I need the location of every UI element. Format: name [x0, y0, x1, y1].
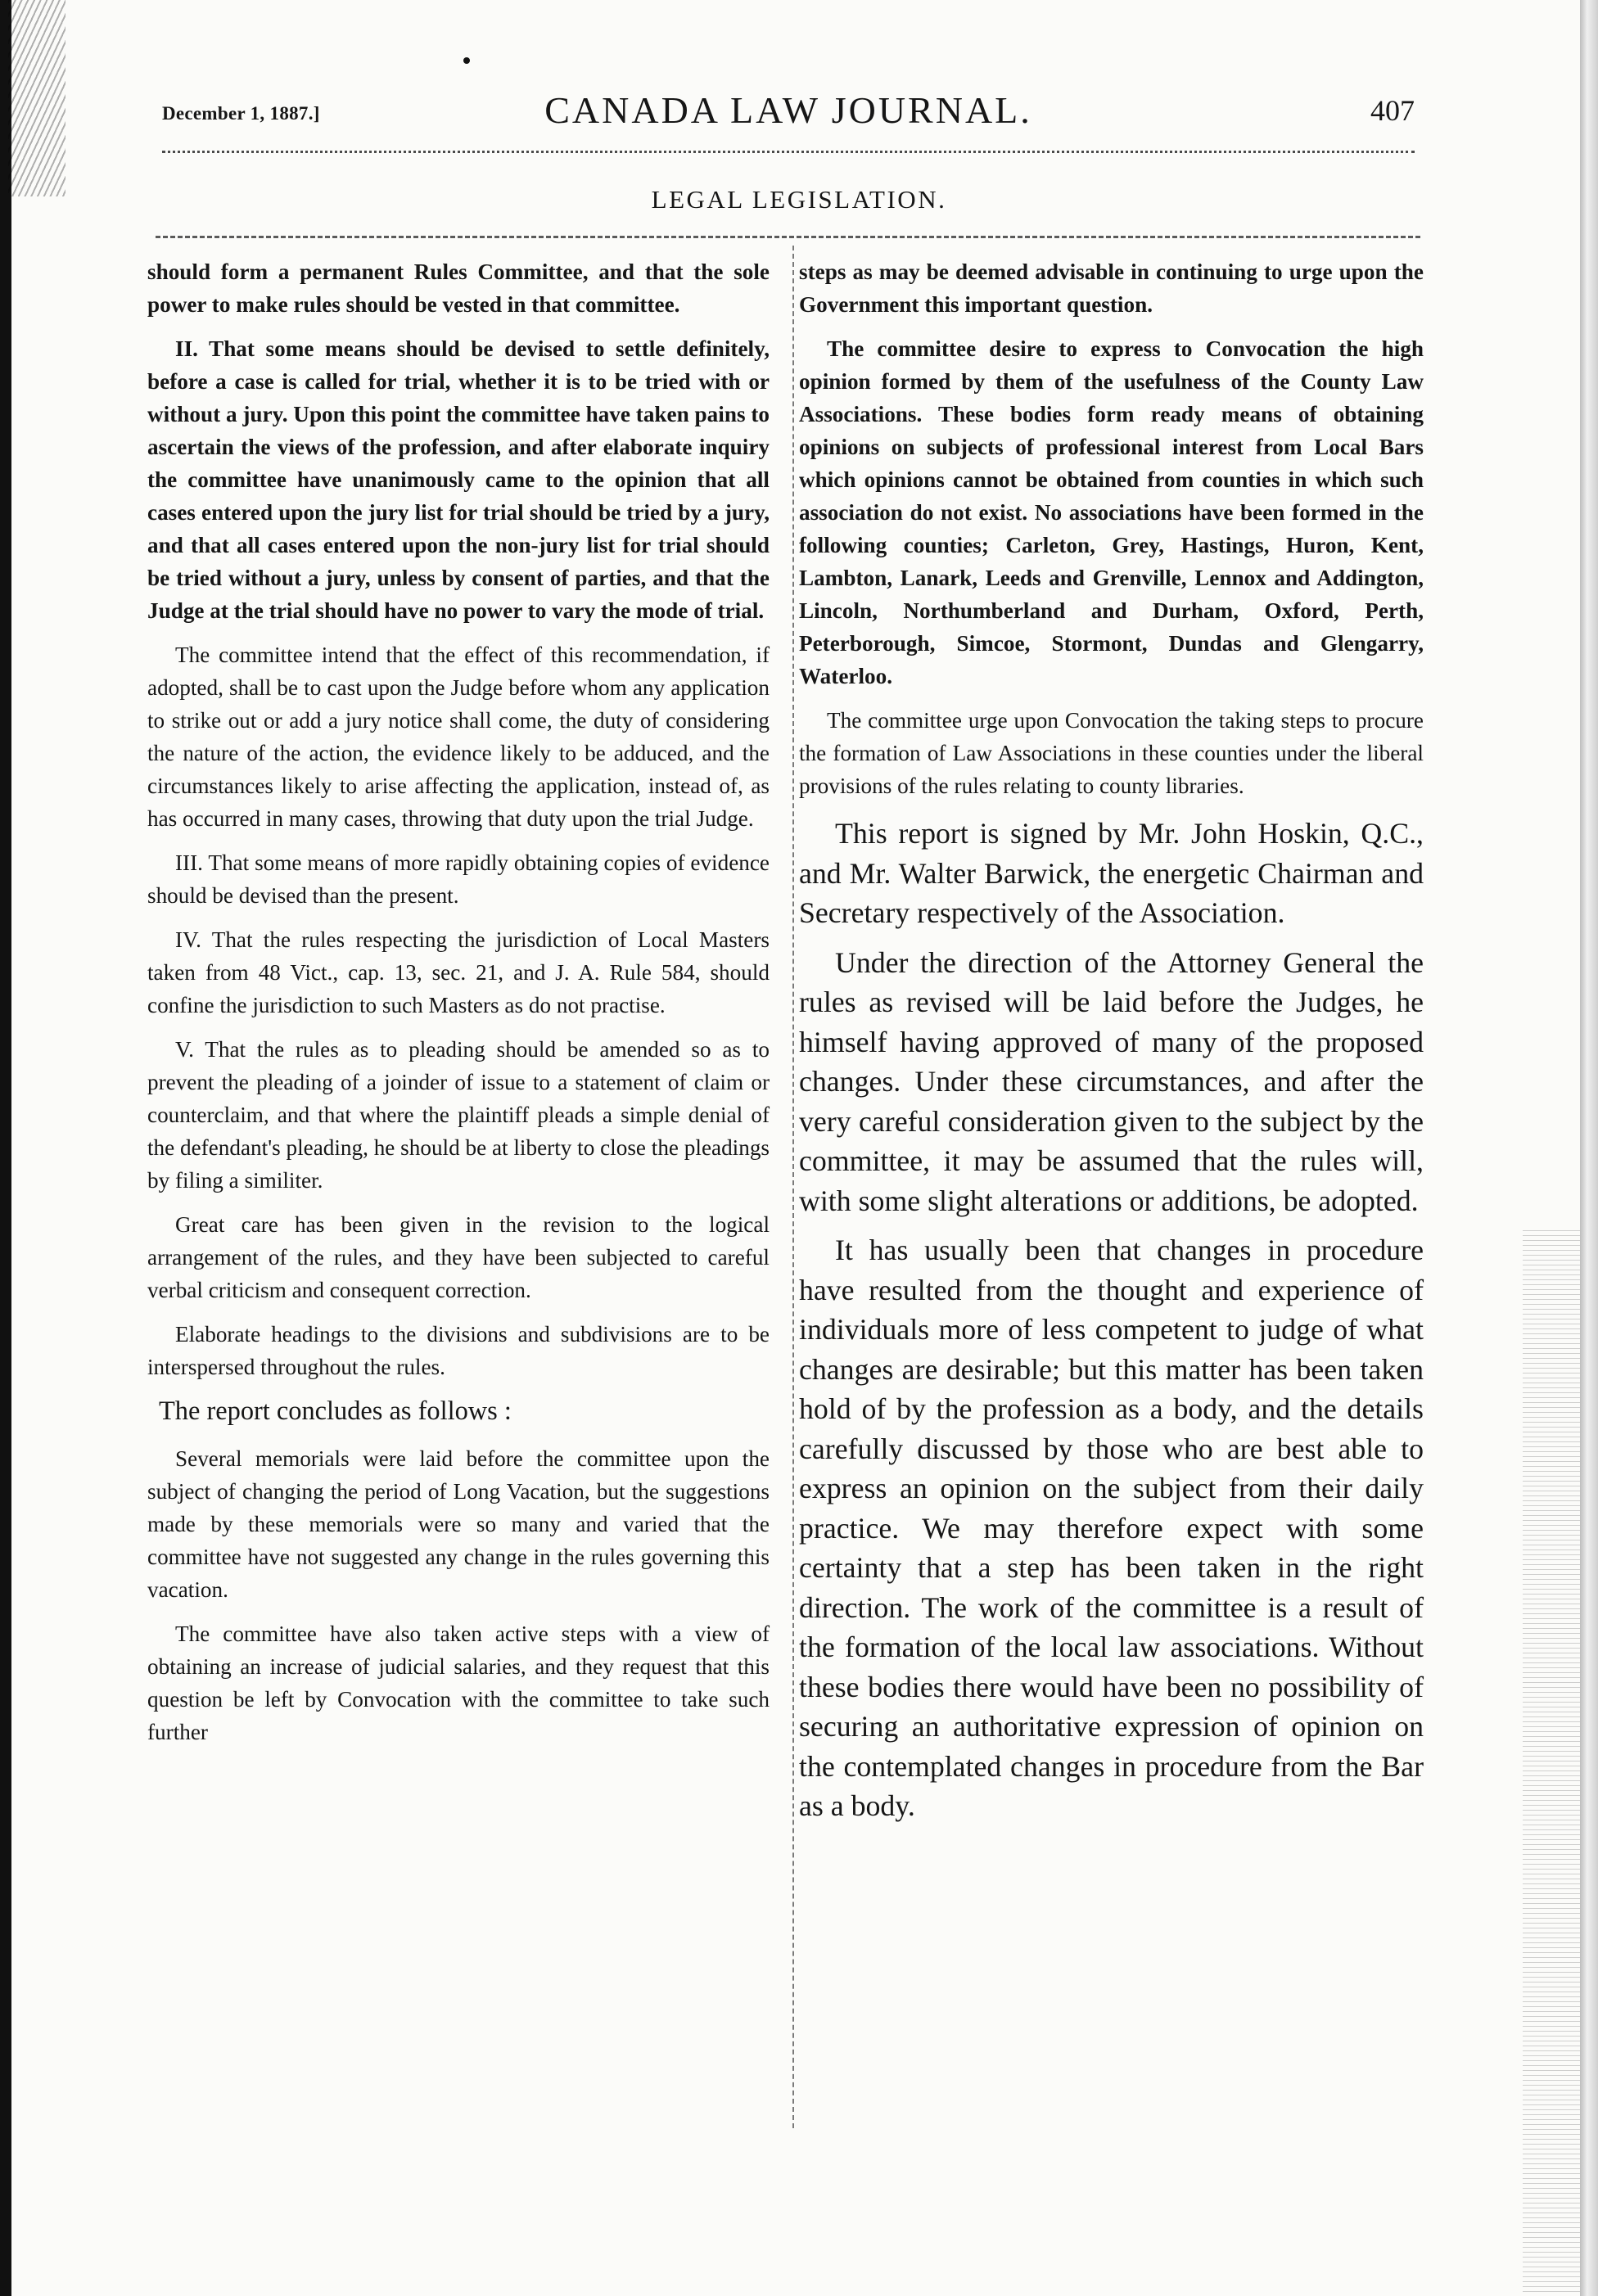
journal-title: CANADA LAW JOURNAL. [544, 89, 1032, 131]
subheading: The report concludes as follows : [159, 1396, 512, 1426]
paragraph: Elaborate headings to the divisions and subdivisions are to be interspersed throughout the rules. [147, 1322, 770, 1379]
paragraph: The committee have also taken active steps with a view of obtaining an increase of judicial salaries, and they request that this question be left by Convocation with the committee to take such further [147, 1622, 770, 1744]
left-column [147, 255, 770, 1760]
paragraph: III. That some means of more rapidly obtaining copies of evidence should be devised than the present. [147, 850, 770, 908]
running-header [162, 88, 1415, 146]
paragraph: IV. That the rules respecting the jurisdiction of Local Masters taken from 48 Vict., cap. 13, sec. 21, and J. A. Rule 584, should confine the jurisdiction to such Masters as do not practise. [147, 927, 770, 1017]
section-heading [0, 185, 1598, 214]
paragraph: The committee desire to express to Convocation the high opinion formed by them of the usefulness of the County Law Associations. These bodies form ready means of obtaining opinions on subjects of professional interest from Local Bars which opinions cannot be obtained from counties in which such association do not exist. No associations have been formed in the following counties; Carleton, Grey, Hastings, Huron, Kent, Lambton, Lanark, Leeds and Grenville, Lennox and Addington, Lincoln, Northumberland and Durham, Oxford, Perth, Peterborough, Simcoe, Stormont, Dundas and Glengarry, Waterloo. [799, 336, 1424, 688]
paragraph: V. That the rules as to pleading should be amended so as to prevent the pleading of a joinder of issue to a statement of claim or counterclaim, and that where the plaintiff pleads a simple denial of the defendant's pleading, he should be at liberty to close the pleadings by filing a similiter. [147, 1037, 770, 1193]
paragraph: Under the direction of the Attorney General the rules as revised will be laid before the Judges, he himself having approved of many of the proposed changes. Under these circumstances, and after the very careful consideration given to the subject by the committee, it may be assumed that the rules will, with some slight alterations or additions, be adopted. [799, 945, 1424, 1217]
section-heading-text: LEGAL LEGISLATION. [651, 185, 947, 214]
paragraph: Great care has been given in the revision to the logical arrangement of the rules, and they have been subjected to careful verbal criticism and consequent correction. [147, 1212, 770, 1302]
ink-speck [463, 57, 470, 64]
paragraph: The committee urge upon Convocation the taking steps to procure the formation of Law Associations in these counties under the liberal provisions of the rules relating to county libraries. [799, 708, 1424, 798]
header-date: December 1, 1887.] [162, 103, 320, 124]
scan-noise-right [1523, 1228, 1580, 2292]
paragraph: It has usually been that changes in procedure have resulted from the thought and experience of individuals more of less competent to judge of what changes are desirable; but this matter has been taken hold of by the profession as a body, and the details carefully discussed by those who are best able to express an opinion on the subject from their daily practice. We may therefore expect with some certainty that a step has been taken in the right direction. The work of the committee is a result of the formation of the local law associations. Without these bodies there would have been no possibility of securing an authoritative expression of opinion on the contemplated changes in procedure from the Bar as a body. [799, 1234, 1424, 1822]
scan-right-edge [1580, 0, 1598, 2296]
scan-left-edge [0, 0, 11, 2296]
right-column [799, 255, 1424, 1836]
paragraph: steps as may be deemed advisable in continuing to urge upon the Government this important question. [799, 259, 1424, 317]
paragraph: The committee intend that the effect of this recommendation, if adopted, shall be to cast upon the Judge before whom any application to strike out or add a jury notice shall come, the duty of considering the nature of the action, the evidence likely to be adduced, and the circumstances likely to arise affecting the application, instead of, as has occurred in many cases, throwing that duty upon the trial Judge. [147, 643, 770, 831]
paragraph: Several memorials were laid before the committee upon the subject of changing the period of Long Vacation, but the suggestions made by these memorials were so many and varied that the committee have not suggested any change in the rules governing this vacation. [147, 1446, 770, 1602]
paragraph: This report is signed by Mr. John Hoskin, Q.C., and Mr. Walter Barwick, the energetic Chairman and Secretary respectively of the Association. [799, 817, 1424, 929]
section-rule [156, 236, 1420, 238]
header-rule [162, 151, 1415, 153]
paragraph: II. That some means should be devised to settle definitely, before a case is called for trial, whether it is to be tried with or without a jury. Upon this point the committee have taken pains to ascertain the views of the profession, and after elaborate inquiry the committee have unanimously came to the opinion that all cases entered upon the jury list for trial should be tried by a jury, and that all cases entered upon the non-jury list for trial should be tried without a jury, unless by consent of parties, and that the Judge at the trial should have no power to vary the mode of trial. [147, 336, 770, 623]
paragraph: should form a permanent Rules Committee, and that the sole power to make rules should be vested in that committee. [147, 259, 770, 317]
scan-noise-top-left [8, 0, 65, 196]
column-divider [792, 246, 794, 2128]
page-number: 407 [1370, 94, 1415, 127]
